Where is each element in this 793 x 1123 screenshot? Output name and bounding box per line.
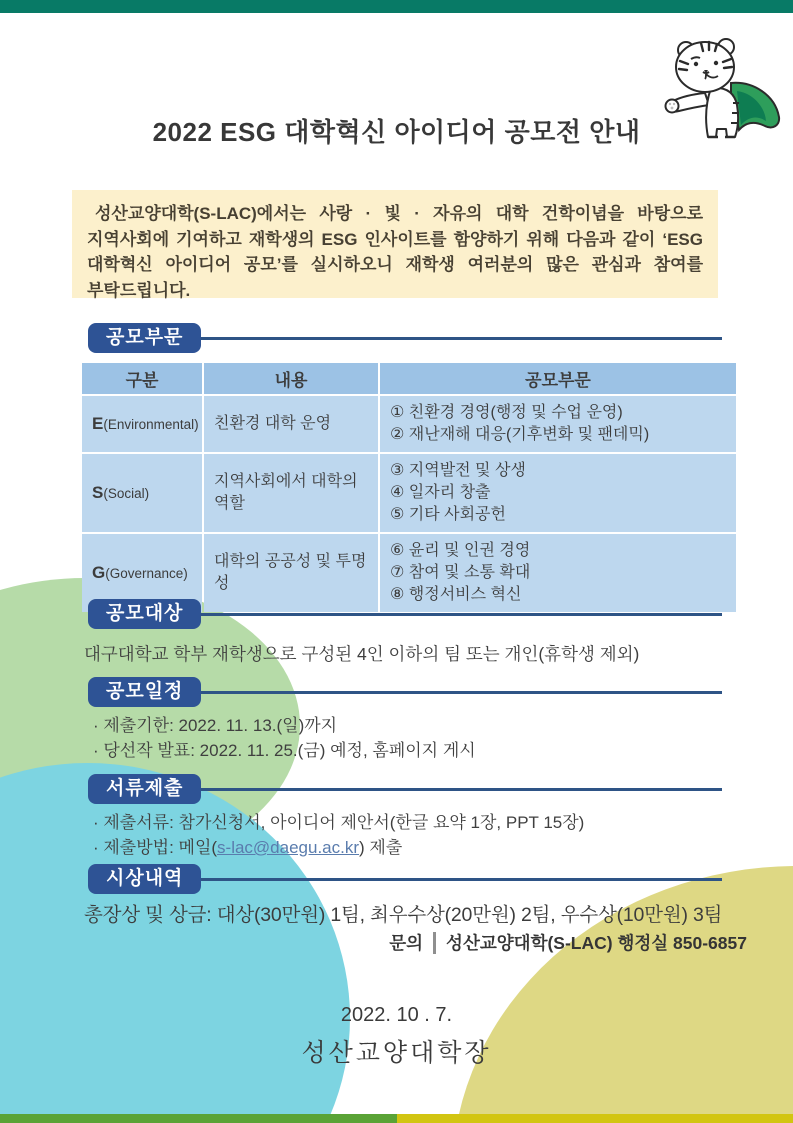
row-item: ④ 일자리 창출 (390, 484, 491, 501)
row-key: E (92, 413, 104, 433)
page-title: 2022 ESG 대학혁신 아이디어 공모전 안내 (152, 117, 641, 147)
table-row (82, 454, 736, 532)
section-badge-schedule: 공모일정 (88, 677, 201, 707)
row-item: ③ 지역발전 및 상생 (390, 462, 526, 479)
table-header-row (82, 363, 736, 394)
row-key-note: (Social) (103, 485, 150, 501)
section-badge-parts: 공모부문 (88, 323, 201, 353)
contact-label: 문의 (389, 933, 424, 953)
row-items-cell (380, 454, 736, 532)
awards-text: 총장상 및 상금: 대상(30만원) 1팀, 최우수상(20만원) 2팀, 우수상(10만원) 3팀 (84, 904, 723, 926)
documents-method-suffix: ) 제출 (359, 838, 403, 857)
row-key-note: (Governance) (105, 565, 188, 581)
row-item: ⑥ 윤리 및 인권 경영 (390, 542, 531, 559)
row-item: ① 친환경 경영(행정 및 수업 운영) (390, 404, 623, 421)
table-header-parts: 공모부문 (380, 363, 736, 394)
signer-name: 성산교양대학장 (301, 1039, 492, 1067)
bottom-accent-bar-green (0, 1114, 397, 1123)
section-badge-target: 공모대상 (88, 599, 201, 629)
top-accent-bar (0, 0, 793, 13)
announcement-date: 2022. 10 . 7. (340, 1004, 453, 1026)
row-key-cell (82, 454, 202, 532)
target-text: 대구대학교 학부 재학생으로 구성된 4인 이하의 팀 또는 개인(휴학생 제외) (84, 644, 640, 664)
row-item: ⑦ 참여 및 소통 확대 (390, 564, 531, 581)
documents-method-prefix: · 제출방법: 메일( (93, 838, 218, 857)
section-badge-awards: 시상내역 (88, 864, 201, 894)
documents-item-method (93, 835, 584, 860)
intro-box (72, 190, 718, 298)
contact-line (389, 930, 747, 955)
row-key: G (92, 562, 106, 582)
row-key: S (92, 482, 104, 502)
row-items-cell (380, 396, 736, 452)
row-items-cell (380, 534, 736, 612)
row-item: ⑧ 행정서비스 혁신 (390, 586, 522, 603)
table-header-content: 내용 (204, 363, 378, 394)
contact-divider (433, 932, 436, 954)
row-item: ② 재난재해 대응(기후변화 및 팬데믹) (390, 426, 650, 443)
row-key-cell (82, 396, 202, 452)
row-content-cell: 지역사회에서 대학의 역할 (204, 454, 378, 532)
row-content-cell: 친환경 대학 운영 (204, 396, 378, 452)
section-rule (160, 788, 722, 791)
documents-list (93, 810, 584, 860)
documents-item-required: · 제출서류: 참가신청서, 아이디어 제안서(한글 요약 1장, PPT 15장) (93, 813, 585, 832)
bottom-accent-bar-yellow (397, 1114, 793, 1123)
row-key-note: (Environmental) (103, 416, 199, 432)
schedule-item-deadline: · 제출기한: 2022. 11. 13.(일)까지 (93, 716, 338, 735)
schedule-list (93, 713, 476, 763)
contact-info: 성산교양대학(S-LAC) 행정실 850-6857 (446, 933, 747, 953)
submission-email-link[interactable]: s-lac@daegu.ac.kr (217, 838, 360, 857)
section-rule (160, 878, 722, 881)
row-content-cell: 대학의 공공성 및 투명성 (204, 534, 378, 612)
section-rule (160, 691, 722, 694)
row-item: ⑤ 기타 사회공헌 (390, 506, 506, 523)
intro-paragraph: 성산교양대학(S-LAC)에서는 사랑 · 빛 · 자유의 대학 건학이념을 바탕으로 지역사회에 기여하고 재학생의 ESG 인사이트를 함양하기 위해 다음과 같이 ‘ESG 대학혁신 아이디어 공모’를 실시하오니 재학생 여러분의 많은 관심과 참여를 부탁드립니다. (87, 204, 703, 300)
table-header-category: 구분 (82, 363, 202, 394)
table-row (82, 396, 736, 452)
section-rule (160, 337, 722, 340)
contest-parts-table (80, 361, 738, 614)
section-badge-documents: 서류제출 (88, 774, 201, 804)
schedule-item-announcement: · 당선작 발표: 2022. 11. 25.(금) 예정, 홈페이지 게시 (93, 741, 476, 760)
